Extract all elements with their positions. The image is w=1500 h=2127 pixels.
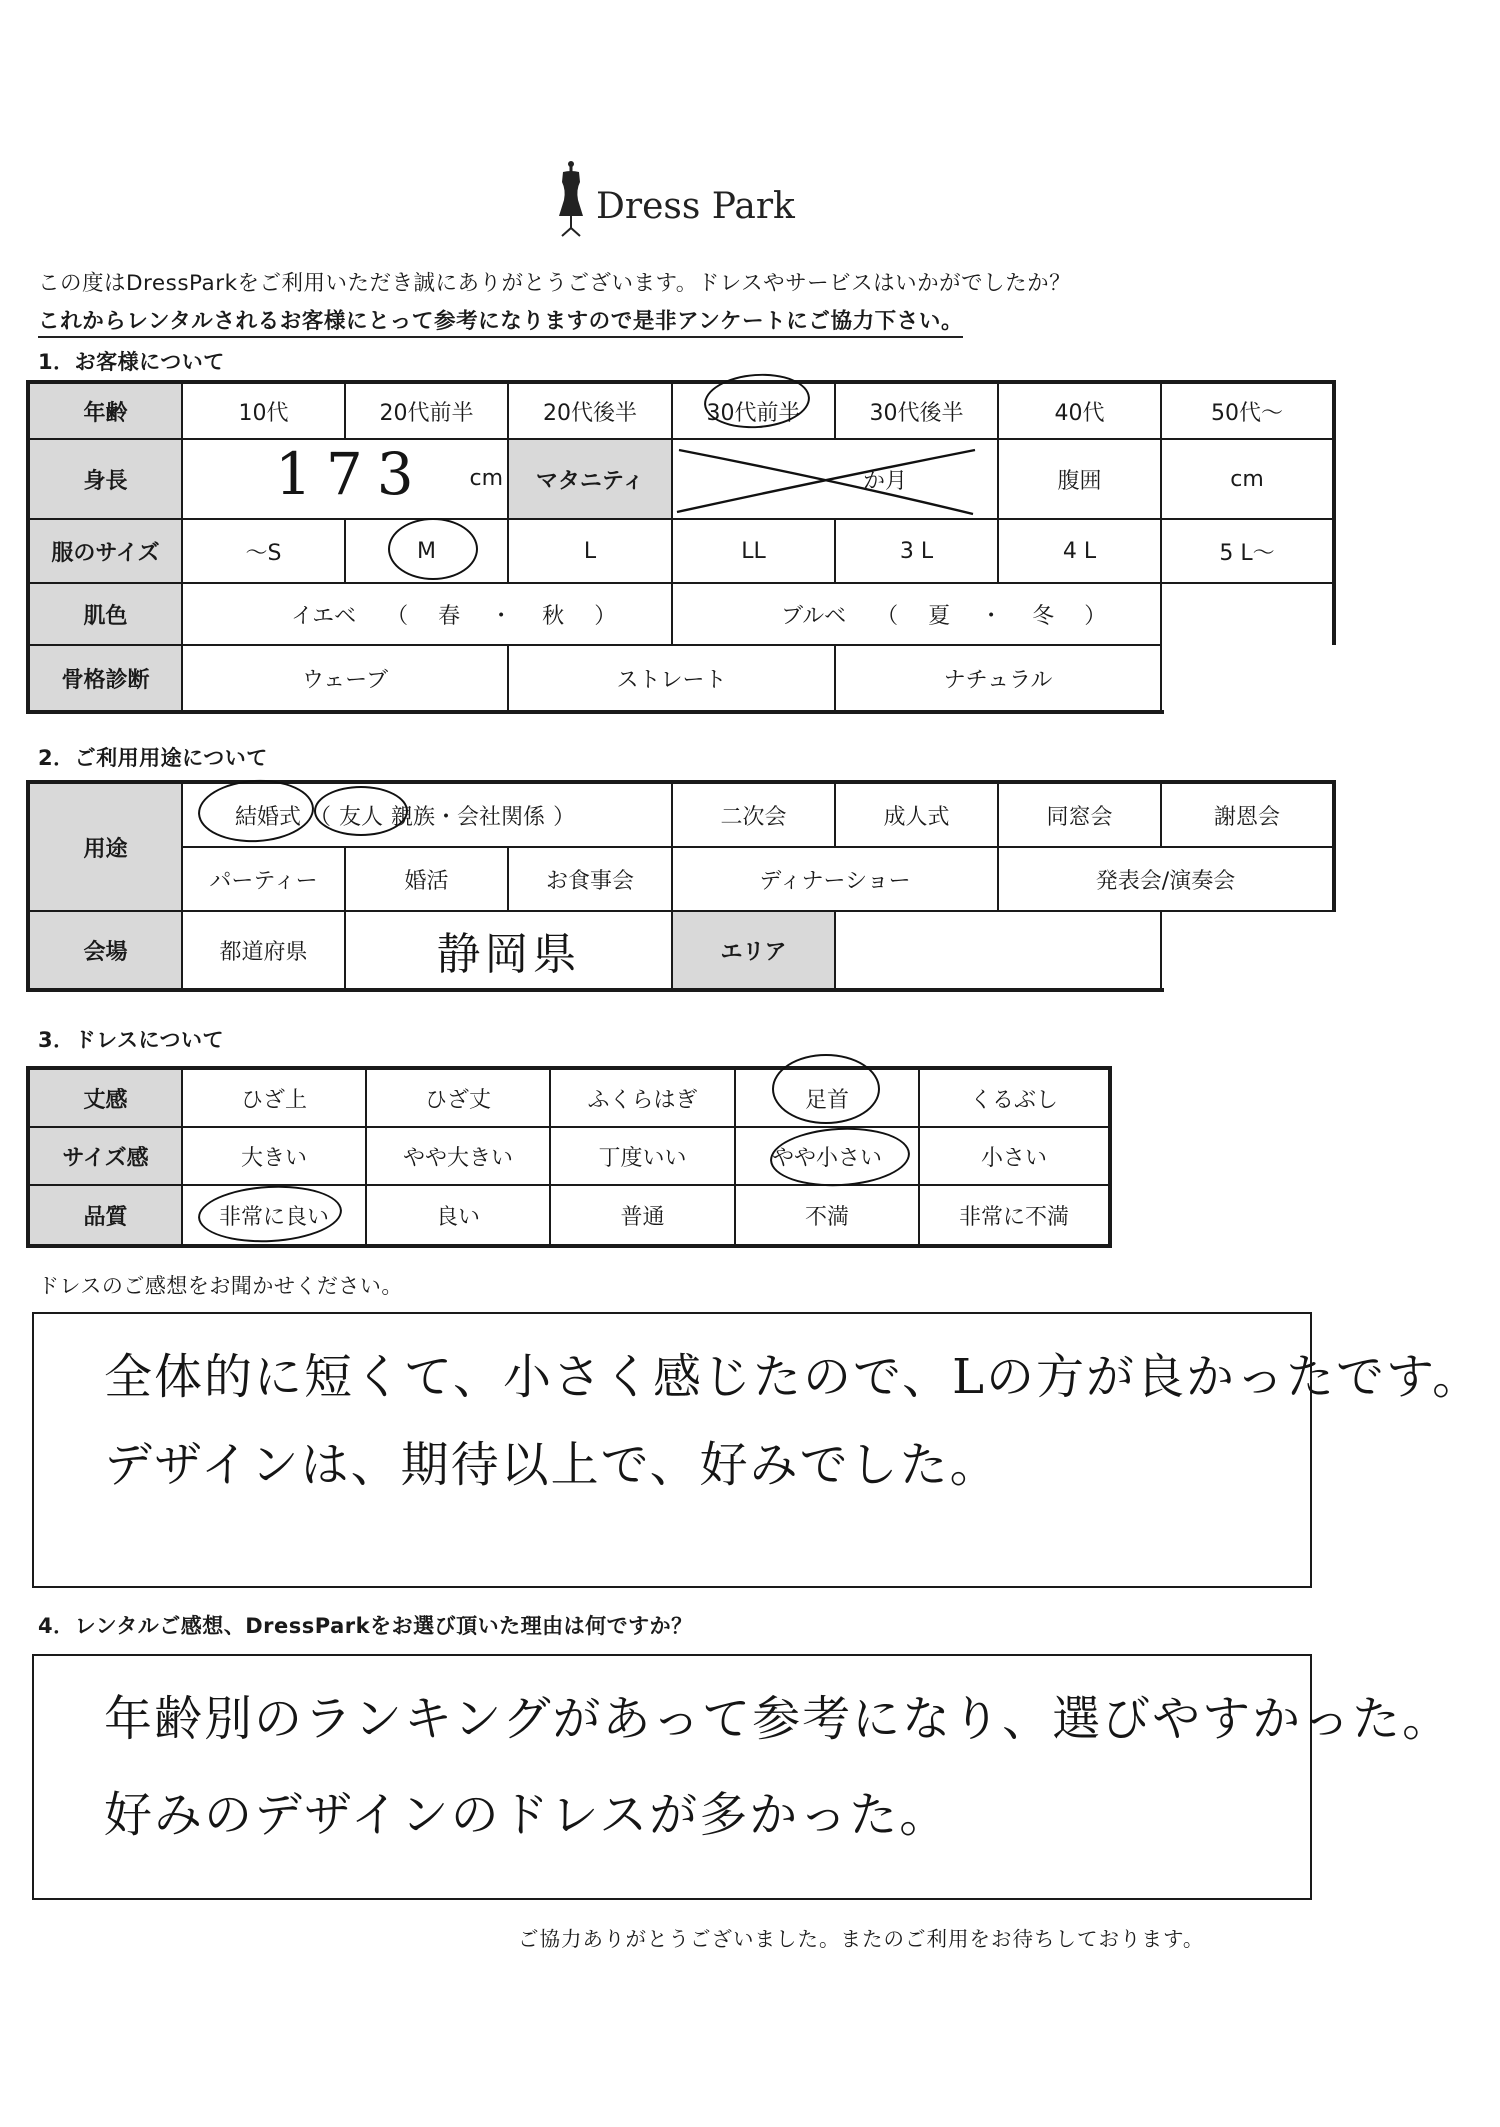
strike-mark <box>673 440 999 520</box>
table-notch <box>1164 645 1340 717</box>
table-notch <box>1164 912 1340 996</box>
venue-label: 会場 <box>30 912 183 988</box>
fit-label: サイズ感 <box>30 1128 183 1186</box>
age-option[interactable]: 20代後半 <box>509 384 673 440</box>
age-option[interactable]: 40代 <box>999 384 1162 440</box>
length-option[interactable]: ひざ上 <box>183 1070 367 1128</box>
size-option[interactable]: LL <box>673 520 836 584</box>
skin-summer[interactable]: 夏 <box>928 603 951 629</box>
bracket-open: （ <box>386 603 409 629</box>
purpose-option[interactable]: ディナーショー <box>673 848 999 912</box>
height-field[interactable] <box>183 440 509 520</box>
section-4-title: 4．レンタルご感想、DressParkをお選び頂いた理由は何ですか？ <box>38 1614 693 1638</box>
size-label: 服のサイズ <box>30 520 183 584</box>
maternity-label: マタニティ <box>509 440 673 520</box>
bracket-close: ） <box>1084 603 1107 629</box>
bracket-open: （ <box>309 804 332 830</box>
frame-option[interactable]: ナチュラル <box>836 646 1162 710</box>
fit-option-selected[interactable]: やや小さい <box>736 1128 920 1186</box>
quality-option-selected[interactable]: 非常に良い <box>183 1186 367 1244</box>
reason-line: 好みのデザインのドレスが多かった。 <box>104 1787 950 1843</box>
length-option-selected[interactable]: 足首 <box>736 1070 920 1128</box>
wedding-option[interactable] <box>183 784 673 848</box>
size-option[interactable]: ～S <box>183 520 346 584</box>
area-label: エリア <box>673 912 836 988</box>
prefecture-label: 都道府県 <box>183 912 346 988</box>
maternity-unit: か月 <box>863 469 908 494</box>
purpose-option[interactable]: 同窓会 <box>999 784 1162 848</box>
purpose-option[interactable]: 婚活 <box>346 848 509 912</box>
fit-option[interactable]: 小さい <box>920 1128 1108 1186</box>
waist-label: 腹囲 <box>999 440 1162 520</box>
quality-option[interactable]: 非常に不満 <box>958 1204 1069 1230</box>
prefecture-field[interactable] <box>346 912 673 988</box>
age-option[interactable]: 30代後半 <box>836 384 999 440</box>
length-option[interactable]: くるぶし <box>920 1070 1108 1128</box>
quality-option[interactable]: 不満 <box>736 1186 920 1244</box>
skin-spring[interactable]: 春 <box>438 603 461 629</box>
waist-unit[interactable]: cm <box>1162 440 1332 520</box>
dress-table <box>26 1066 1112 1248</box>
size-option[interactable]: 3 L <box>836 520 999 584</box>
section-2-title: 2．ご利用用途について <box>38 746 268 770</box>
separator-dot: ・ <box>980 603 1003 629</box>
age-option[interactable]: 50代～ <box>1162 384 1332 440</box>
height-unit: cm <box>469 466 503 491</box>
purpose-option[interactable]: 発表会/演奏会 <box>999 848 1332 912</box>
age-option-selected[interactable]: 30代前半 <box>673 384 836 440</box>
maternity-field[interactable] <box>673 440 999 520</box>
frame-label: 骨格診断 <box>30 646 183 710</box>
length-option[interactable]: ひざ丈 <box>367 1070 551 1128</box>
section-1-title: 1．お客様について <box>38 350 225 374</box>
fit-option[interactable]: 丁度いい <box>551 1128 736 1186</box>
intro-text: この度はDressParkをご利用いただき誠にありがとうございます。ドレスやサービスはいかがでしたか？ <box>38 271 1072 296</box>
length-label: 丈感 <box>30 1070 183 1128</box>
impressions-box[interactable] <box>32 1312 1483 1588</box>
skin-yellow-base[interactable] <box>183 584 673 646</box>
age-label: 年齢 <box>30 384 183 440</box>
size-option[interactable]: L <box>509 520 673 584</box>
closing-text: ご協力ありがとうございました。またのご利用をお待ちしております。 <box>518 1927 1205 1951</box>
skin-winter[interactable]: 冬 <box>1032 603 1055 629</box>
quality-option[interactable]: 良い <box>367 1186 551 1244</box>
customer-table <box>26 380 1336 714</box>
brand-name: Dress Park <box>596 186 795 227</box>
section-3-title: 3．ドレスについて <box>38 1028 225 1052</box>
age-option[interactable]: 10代 <box>183 384 346 440</box>
dress-form-icon <box>556 160 586 238</box>
quality-option[interactable]: 普通 <box>551 1186 736 1244</box>
impressions-title: ドレスのご感想をお聞かせください。 <box>38 1274 403 1298</box>
height-label: 身長 <box>30 440 183 520</box>
bracket-close: ） <box>553 804 576 830</box>
skin-blue-base[interactable] <box>673 584 1162 646</box>
bracket-open: （ <box>876 603 899 629</box>
frame-option[interactable]: ストレート <box>509 646 836 710</box>
size-option[interactable]: 5 L～ <box>1162 520 1332 584</box>
purpose-option[interactable]: 謝恩会 <box>1162 784 1332 848</box>
quality-label: 品質 <box>30 1186 183 1244</box>
skin-blue-name: ブルベ <box>781 603 847 629</box>
separator-dot: ・ <box>490 603 513 629</box>
intro-request: これからレンタルされるお客様にとって参考になりますので是非アンケートにご協力下さい。 <box>38 304 963 338</box>
purpose-table <box>26 780 1336 992</box>
fit-option[interactable]: 大きい <box>183 1128 367 1186</box>
length-option[interactable]: ふくらはぎ <box>551 1070 736 1128</box>
skin-label: 肌色 <box>30 584 183 646</box>
purpose-option[interactable]: パーティー <box>183 848 346 912</box>
purpose-label: 用途 <box>30 784 183 912</box>
impressions-line: 全体的に短くて、小さく感じたので、Lの方が良かったです。 <box>104 1349 1483 1405</box>
wedding-label[interactable]: 結婚式 <box>235 804 302 830</box>
impressions-line: デザインは、期待以上で、好みでした。 <box>104 1437 1000 1493</box>
blank-cell <box>1162 584 1332 646</box>
frame-option[interactable]: ウェーブ <box>183 646 509 710</box>
fit-option[interactable]: やや大きい <box>367 1128 551 1186</box>
skin-yellow-name: イエベ <box>291 603 357 629</box>
purpose-option[interactable]: お食事会 <box>509 848 673 912</box>
area-field[interactable] <box>836 912 1162 988</box>
size-option[interactable]: 4 L <box>999 520 1162 584</box>
wedding-relatives[interactable]: 親族・会社関係 <box>391 804 546 830</box>
prefecture-value: 静岡県 <box>436 929 581 980</box>
wedding-friend[interactable]: 友人 <box>339 804 384 830</box>
purpose-option[interactable]: 成人式 <box>836 784 999 848</box>
brand-logo <box>556 158 796 238</box>
skin-autumn[interactable]: 秋 <box>542 603 565 629</box>
bracket-close: ） <box>594 603 617 629</box>
age-option[interactable]: 20代前半 <box>346 384 509 440</box>
reason-line: 年齢別のランキングがあって参考になり、選びやすかった。 <box>104 1691 1453 1747</box>
reason-box[interactable] <box>32 1654 1453 1900</box>
size-option-selected[interactable]: M <box>346 520 509 584</box>
height-value: 173 <box>275 440 428 508</box>
purpose-option[interactable]: 二次会 <box>673 784 836 848</box>
